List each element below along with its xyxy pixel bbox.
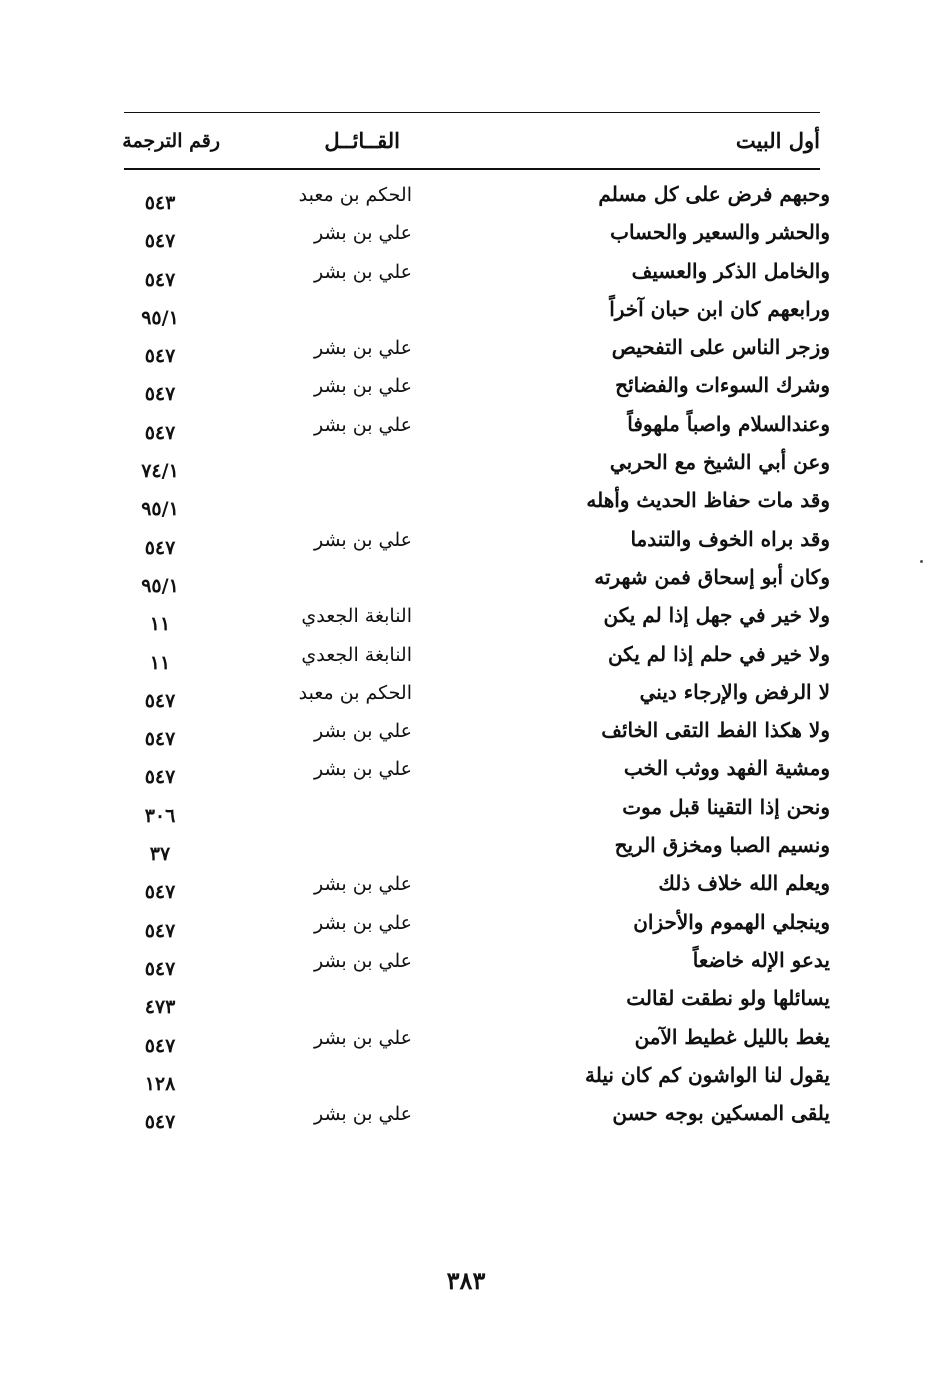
header-ref-label: رقم الترجمة bbox=[122, 130, 220, 152]
biography-number: ٥٤٧ bbox=[144, 881, 176, 904]
poet-name: علي بن بشر bbox=[313, 949, 412, 972]
header-rule bbox=[124, 168, 820, 170]
table-row bbox=[124, 1097, 830, 1135]
verse-opening: ويعلم الله خلاف ذلك bbox=[658, 871, 830, 896]
verse-opening: وشرك السوءات والفضائح bbox=[615, 373, 830, 398]
biography-number: ٥٤٧ bbox=[144, 1111, 176, 1134]
table-row bbox=[124, 676, 830, 714]
biography-number: ٥٤٧ bbox=[144, 728, 176, 751]
table-row bbox=[124, 331, 830, 369]
table-row bbox=[124, 293, 830, 331]
verse-opening: والحشر والسعير والحساب bbox=[610, 220, 830, 245]
biography-number: ٥٤٧ bbox=[144, 536, 176, 559]
poet-name: النابغة الجعدي bbox=[301, 643, 412, 666]
table-row bbox=[124, 369, 830, 407]
biography-number: ٤٧٣ bbox=[144, 996, 176, 1019]
verse-opening: وقد براه الخوف والتندما bbox=[630, 526, 830, 551]
biography-number: ١٢٨ bbox=[144, 1072, 176, 1095]
poet-name: علي بن بشر bbox=[313, 758, 412, 781]
verse-opening: وقد مات حفاظ الحديث وأهله bbox=[586, 488, 830, 513]
biography-number: ٧٤/١ bbox=[141, 460, 179, 483]
poet-name: علي بن بشر bbox=[313, 413, 412, 436]
biography-number: ٥٤٧ bbox=[144, 1034, 176, 1057]
biography-number: ١١ bbox=[149, 651, 171, 674]
poet-name: علي بن بشر bbox=[313, 1103, 412, 1126]
verse-opening: يقول لنا الواشون كم كان نيلة bbox=[585, 1062, 830, 1087]
biography-number: ٥٤٧ bbox=[144, 919, 176, 942]
table-row bbox=[124, 446, 830, 484]
table-row bbox=[124, 944, 830, 982]
verse-opening: وينجلي الهموم والأحزان bbox=[633, 909, 830, 934]
table-row bbox=[124, 906, 830, 944]
poet-name: علي بن بشر bbox=[313, 375, 412, 398]
poet-name: علي بن بشر bbox=[313, 873, 412, 896]
table-row bbox=[124, 1021, 830, 1059]
table-row bbox=[124, 791, 830, 829]
verse-opening: ولا خير في حلم إذا لم يكن bbox=[607, 641, 830, 666]
poet-name: الحكم بن معبد bbox=[298, 184, 412, 206]
verse-opening: يلقى المسكين بوجه حسن bbox=[612, 1101, 830, 1126]
biography-number: ٥٤٧ bbox=[144, 766, 176, 789]
poet-name: النابغة الجعدي bbox=[301, 605, 412, 628]
biography-number: ١١ bbox=[149, 613, 171, 636]
table-row bbox=[124, 982, 830, 1020]
verse-opening: ورابعهم كان ابن حبان آخراً bbox=[609, 296, 830, 321]
verse-opening: وزجر الناس على التفحيص bbox=[611, 335, 830, 360]
verse-opening: يسائلها ولو نطقت لقالت bbox=[626, 986, 830, 1011]
table-row bbox=[124, 599, 830, 637]
table-row bbox=[124, 255, 830, 293]
biography-number: ٩٥/١ bbox=[141, 498, 179, 521]
verse-opening: وحبهم فرض على كل مسلم bbox=[598, 182, 830, 206]
biography-number: ٥٤٧ bbox=[144, 421, 176, 444]
poet-name: علي بن بشر bbox=[313, 337, 412, 360]
poet-name: علي بن بشر bbox=[313, 528, 412, 551]
table-row bbox=[124, 561, 830, 599]
poet-name: الحكم بن معبد bbox=[298, 681, 412, 704]
index-table-body bbox=[124, 178, 830, 1135]
verse-opening: ونسيم الصبا ومخزق الريح bbox=[614, 833, 830, 858]
table-row bbox=[124, 216, 830, 254]
scan-speck bbox=[920, 560, 923, 563]
poet-name: علي بن بشر bbox=[313, 222, 412, 245]
verse-opening: يدعو الإله خاضعاً bbox=[692, 947, 830, 972]
biography-number: ٣٠٦ bbox=[144, 804, 176, 827]
biography-number: ٥٤٧ bbox=[144, 957, 176, 980]
table-row bbox=[124, 523, 830, 561]
verse-opening: ونحن إذا التقينا قبل موت bbox=[622, 794, 830, 819]
biography-number: ٥٤٧ bbox=[144, 268, 176, 291]
poet-name: علي بن بشر bbox=[313, 720, 412, 743]
poet-name: علي بن بشر bbox=[313, 911, 412, 934]
verse-opening: لا الرفض والإرجاء ديني bbox=[639, 679, 830, 704]
biography-number: ٥٤٧ bbox=[144, 689, 176, 712]
page-number: ٣٨٣ bbox=[446, 1266, 486, 1295]
poet-name: علي بن بشر bbox=[313, 1026, 412, 1049]
verse-opening: والخامل الذكر والعسيف bbox=[631, 258, 830, 283]
verse-opening: ولا هكذا الفط التقى الخائف bbox=[601, 718, 830, 743]
header-verse-label: أول البيت bbox=[735, 128, 820, 153]
table-header bbox=[124, 124, 820, 160]
biography-number: ٥٤٧ bbox=[144, 230, 176, 253]
biography-number: ٥٤٧ bbox=[144, 383, 176, 406]
biography-number: ٥٤٣ bbox=[144, 192, 176, 214]
header-poet-label: القــائــل bbox=[324, 128, 400, 153]
verse-opening: يغط بالليل غطيط الآمن bbox=[634, 1024, 830, 1049]
poet-name: علي بن بشر bbox=[313, 260, 412, 283]
table-row bbox=[124, 484, 830, 522]
table-row bbox=[124, 178, 830, 216]
biography-number: ٩٥/١ bbox=[141, 574, 179, 597]
verse-opening: وعن أبي الشيخ مع الحربي bbox=[609, 450, 830, 475]
table-row bbox=[124, 714, 830, 752]
biography-number: ٥٤٧ bbox=[144, 345, 176, 368]
table-row bbox=[124, 408, 830, 446]
verse-opening: وعندالسلام واصباً ملهوفاً bbox=[627, 411, 830, 436]
table-row bbox=[124, 752, 830, 790]
verse-opening: ولا خير في جهل إذا لم يكن bbox=[603, 603, 830, 628]
table-row bbox=[124, 638, 830, 676]
verse-opening: وكان أبو إسحاق فمن شهرته bbox=[594, 564, 830, 589]
biography-number: ٩٥/١ bbox=[141, 306, 179, 329]
table-row bbox=[124, 829, 830, 867]
biography-number: ٣٧ bbox=[149, 843, 171, 866]
table-row bbox=[124, 867, 830, 905]
top-rule bbox=[124, 112, 820, 113]
table-row bbox=[124, 1059, 830, 1097]
verse-opening: ومشية الفهد ووثب الخب bbox=[623, 756, 830, 781]
